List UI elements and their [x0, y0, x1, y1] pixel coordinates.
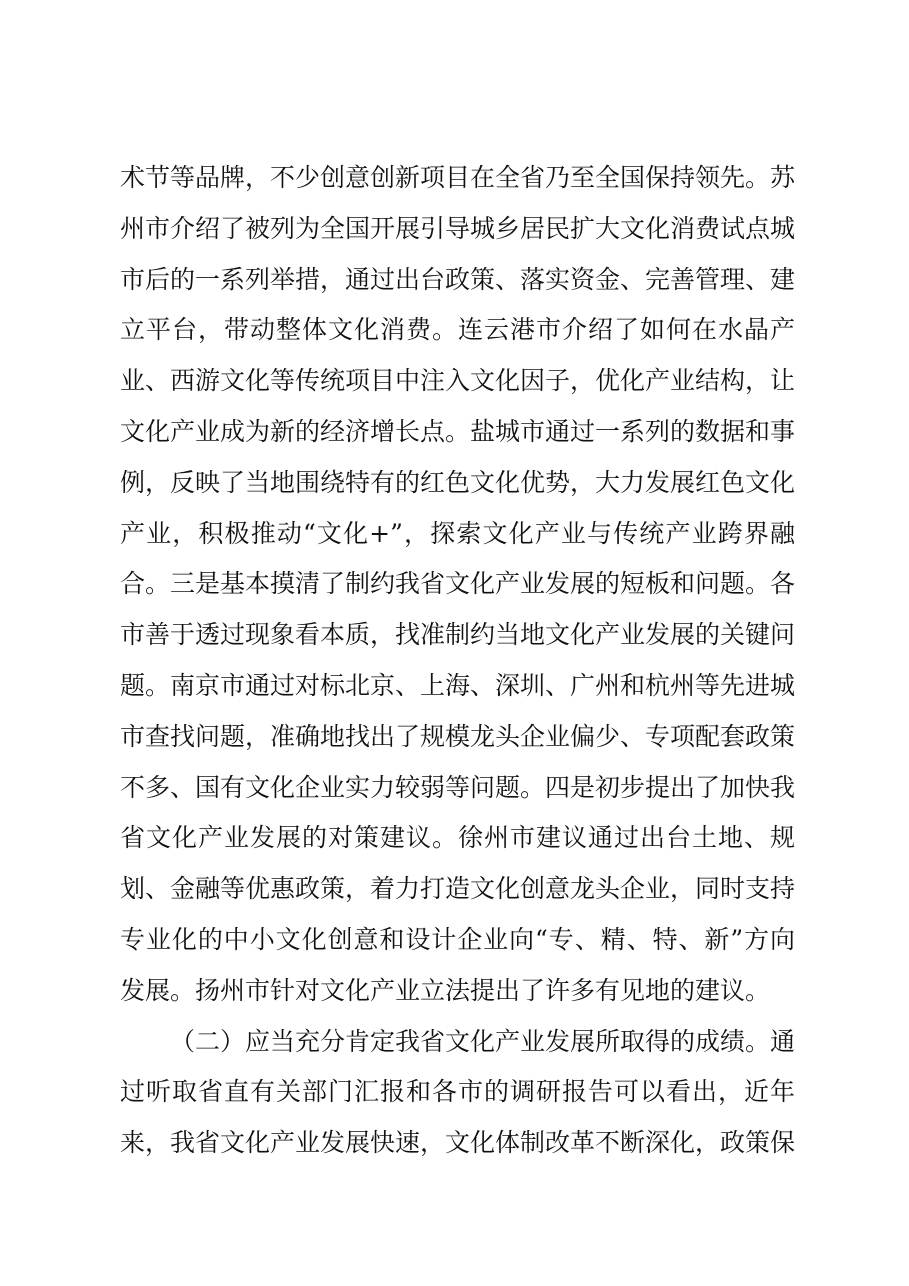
text-line: 发展。扬州市针对文化产业立法提出了许多有见地的建议。 [120, 975, 771, 1005]
paragraph-2 [120, 1017, 795, 1169]
text-line: 市后的一系列举措，通过出台政策、落实资金、完善管理、建 [120, 264, 795, 294]
text-line: 立平台，带动整体文化消费。连云港市介绍了如何在水晶产 [120, 315, 795, 345]
text-line: 省文化产业发展的对策建议。徐州市建议通过出台土地、规 [120, 823, 795, 853]
text-line: 题。南京市通过对标北京、上海、深圳、广州和杭州等先进城 [120, 670, 795, 700]
text-line: 过听取省直有关部门汇报和各市的调研报告可以看出，近年 [120, 1077, 795, 1107]
text-line: 产业，积极推动“文化+”，探索文化产业与传统产业跨界融 [120, 518, 795, 548]
text-line: 业、西游文化等传统项目中注入文化因子，优化产业结构，让 [120, 366, 795, 396]
text-line: 合。三是基本摸清了制约我省文化产业发展的短板和问题。各 [120, 569, 795, 599]
text-line: 不多、国有文化企业实力较弱等问题。四是初步提出了加快我 [120, 772, 795, 802]
text-line: 市善于透过现象看本质，找准制约当地文化产业发展的关键问 [120, 620, 795, 650]
text-line: 专业化的中小文化创意和设计企业向“专、精、特、新”方向 [120, 924, 795, 954]
text-line: 例，反映了当地围绕特有的红色文化优势，大力发展红色文化 [120, 467, 795, 497]
text-line: 来，我省文化产业发展快速，文化体制改革不断深化，政策保 [120, 1128, 795, 1158]
text-line: 划、金融等优惠政策，着力打造文化创意龙头企业，同时支持 [120, 874, 795, 904]
text-line: 文化产业成为新的经济增长点。盐城市通过一系列的数据和事 [120, 416, 795, 446]
paragraph-1 [120, 153, 795, 1017]
text-line: 术节等品牌，不少创意创新项目在全省乃至全国保持领先。苏 [120, 163, 795, 192]
document-body [120, 153, 795, 1169]
text-line: 州市介绍了被列为全国开展引导城乡居民扩大文化消费试点城 [120, 213, 795, 243]
text-line: 市查找问题，准确地找出了规模龙头企业偏少、专项配套政策 [120, 721, 795, 751]
text-line: （二）应当充分肯定我省文化产业发展所取得的成绩。通 [170, 1026, 795, 1056]
